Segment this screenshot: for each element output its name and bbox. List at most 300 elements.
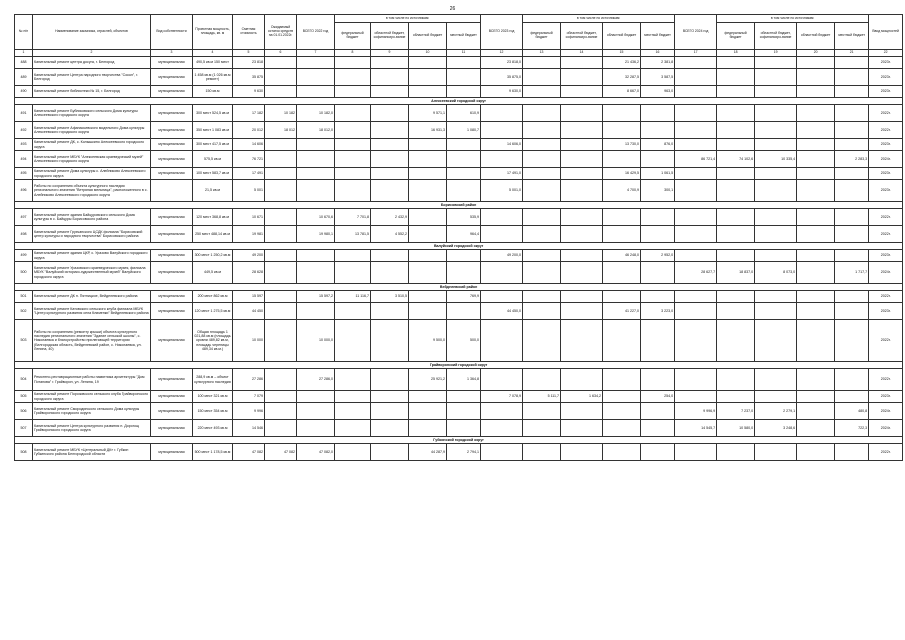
- table-cell: 35 875,0: [481, 69, 523, 86]
- table-cell: [797, 209, 835, 226]
- table-cell: [641, 291, 675, 303]
- table-cell: [265, 209, 297, 226]
- section-title: Алексеевский городской округ: [15, 98, 903, 105]
- table-cell: [797, 262, 835, 284]
- table-cell: 449,5 кв.м: [193, 262, 233, 284]
- table-cell: [603, 226, 641, 243]
- table-cell: [755, 209, 797, 226]
- table-cell: [603, 320, 641, 362]
- table-cell: [447, 57, 481, 69]
- table-cell: [641, 122, 675, 139]
- table-cell: [835, 303, 869, 320]
- table-cell: [797, 320, 835, 362]
- column-number: 12: [481, 50, 523, 57]
- table-cell: муниципальная: [151, 320, 193, 362]
- table-cell: 120 мест 1 275,5 кв.м: [193, 303, 233, 320]
- table-row: [15, 57, 903, 69]
- table-cell: муниципальная: [151, 122, 193, 139]
- table-cell: [371, 57, 409, 69]
- column-number: 5: [233, 50, 265, 57]
- table-cell: [717, 69, 755, 86]
- column-number: 16: [641, 50, 675, 57]
- table-cell: муниципальная: [151, 209, 193, 226]
- table-cell: [675, 69, 717, 86]
- table-cell: [523, 86, 561, 98]
- table-cell: [561, 320, 603, 362]
- table-cell: 32 287,5: [603, 69, 641, 86]
- table-cell: [797, 69, 835, 86]
- table-cell: [523, 262, 561, 284]
- table-cell: [675, 444, 717, 461]
- table-cell: [561, 139, 603, 151]
- table-cell: 506: [15, 403, 33, 420]
- column-number: 11: [447, 50, 481, 57]
- table-cell: Капитальный ремонт Уразовского краеведческого музея, филиала МБУК "Валуйский историко-художественный музей" Валуйского городского округа: [33, 262, 151, 284]
- table-cell: [797, 105, 835, 122]
- table-cell: [409, 250, 447, 262]
- table-cell: 2024г.: [869, 420, 903, 437]
- table-cell: 7 078,9: [481, 391, 523, 403]
- table-cell: Капитальный ремонт Порозовского сельского клуба Грайворонского городского округа: [33, 391, 151, 403]
- table-cell: 35 875: [233, 69, 265, 86]
- table-cell: 2 381,8: [641, 57, 675, 69]
- table-cell: 488: [15, 57, 33, 69]
- table-cell: 28 627,7: [675, 262, 717, 284]
- header-regcof-2024: областной бюджет, софинансиро-вание: [755, 23, 797, 50]
- table-cell: муниципальная: [151, 403, 193, 420]
- table-cell: [797, 226, 835, 243]
- table-cell: [717, 86, 755, 98]
- table-cell: 27 286,0: [297, 369, 335, 391]
- table-cell: муниципальная: [151, 262, 193, 284]
- table-cell: [447, 86, 481, 98]
- table-cell: 254,0: [641, 391, 675, 403]
- header-fed-2022: федеральный бюджет: [335, 23, 371, 50]
- table-cell: 18 837,0: [717, 262, 755, 284]
- table-cell: 76 721: [233, 151, 265, 168]
- table-cell: 10 671: [233, 209, 265, 226]
- table-cell: 1 717,7: [835, 262, 869, 284]
- table-cell: [835, 250, 869, 262]
- table-cell: [335, 444, 371, 461]
- table-cell: [523, 369, 561, 391]
- table-cell: 150 кв.м: [193, 86, 233, 98]
- table-cell: муниципальная: [151, 250, 193, 262]
- table-cell: [603, 209, 641, 226]
- table-cell: [675, 105, 717, 122]
- table-cell: [265, 403, 297, 420]
- header-total-2023: ВСЕГО 2023 год: [481, 15, 523, 50]
- table-cell: [835, 168, 869, 180]
- table-cell: 250 мест 488,14 кв.м: [193, 226, 233, 243]
- table-cell: 8 667,0: [603, 86, 641, 98]
- table-cell: [297, 151, 335, 168]
- table-cell: [797, 122, 835, 139]
- budget-table: [14, 14, 903, 461]
- table-cell: 10 580,0: [717, 420, 755, 437]
- table-cell: 2023г.: [869, 69, 903, 86]
- section-row: [15, 243, 903, 250]
- table-cell: [835, 209, 869, 226]
- table-cell: [835, 57, 869, 69]
- table-cell: 1 364,8: [447, 369, 481, 391]
- table-cell: 497: [15, 209, 33, 226]
- table-cell: Капитальный ремонт Смородинского сельского Дома культуры Грайворонского городского округа: [33, 403, 151, 420]
- table-cell: 120 мест 368,8 кв.м: [193, 209, 233, 226]
- table-cell: [561, 86, 603, 98]
- table-cell: 47 082: [265, 444, 297, 461]
- table-cell: [265, 86, 297, 98]
- table-cell: [371, 391, 409, 403]
- column-number: 21: [835, 50, 869, 57]
- table-cell: Капитальный ремонт Катовского сельского клуба филиала МБУК "Центр культурного развития села Клименки" Вейделевского района: [33, 303, 151, 320]
- table-cell: [835, 444, 869, 461]
- table-cell: 49 200: [233, 250, 265, 262]
- table-cell: [335, 105, 371, 122]
- table-cell: [371, 151, 409, 168]
- table-cell: Работы по сохранению (ремонту крыши) объекта культурного наследия регионального значения "Здание сельской школы", с. Николаевка и благоустройство прилегающей территории (Белгородская область, Вейделевский район, с. Николаевка, ул. Ленина, 40): [33, 320, 151, 362]
- table-cell: [675, 226, 717, 243]
- table-cell: [561, 369, 603, 391]
- table-cell: 501: [15, 291, 33, 303]
- table-cell: [797, 303, 835, 320]
- table-cell: [835, 226, 869, 243]
- table-cell: [717, 444, 755, 461]
- table-cell: [561, 420, 603, 437]
- table-cell: [265, 168, 297, 180]
- table-cell: [409, 226, 447, 243]
- table-cell: [371, 303, 409, 320]
- table-row: [15, 105, 903, 122]
- table-cell: 11 116,7: [335, 291, 371, 303]
- table-cell: 20 012: [233, 122, 265, 139]
- table-cell: 2022г.: [869, 226, 903, 243]
- table-cell: 46 248,0: [603, 250, 641, 262]
- header-reg-2022: областной бюджет: [409, 23, 447, 50]
- table-cell: [561, 105, 603, 122]
- table-cell: [755, 168, 797, 180]
- table-cell: [561, 180, 603, 202]
- table-cell: [335, 69, 371, 86]
- table-cell: [797, 250, 835, 262]
- table-cell: [675, 291, 717, 303]
- table-cell: 5 111,7: [523, 391, 561, 403]
- table-cell: [797, 151, 835, 168]
- table-cell: [797, 168, 835, 180]
- table-cell: [603, 122, 641, 139]
- section-title: Губкинский городской округ: [15, 437, 903, 444]
- table-cell: 7 701,8: [335, 209, 371, 226]
- table-row: [15, 320, 903, 362]
- table-cell: [717, 291, 755, 303]
- table-cell: 10 000: [233, 320, 265, 362]
- table-cell: [755, 86, 797, 98]
- table-cell: 610,9: [447, 105, 481, 122]
- table-cell: [675, 369, 717, 391]
- table-cell: 1 634,2: [561, 391, 603, 403]
- table-cell: 2023г.: [869, 303, 903, 320]
- table-cell: 500 мест 1 178,5 кв.м: [193, 444, 233, 461]
- table-cell: 350 мест 1 083 кв.м: [193, 122, 233, 139]
- table-cell: Капитальный ремонт МБУК "Алексеевская краеведческий музей" Алексеевского городского округа: [33, 151, 151, 168]
- table-cell: [717, 180, 755, 202]
- table-cell: [447, 250, 481, 262]
- table-cell: [409, 151, 447, 168]
- table-cell: [265, 57, 297, 69]
- table-cell: Ремонтно-реставрационные работы памятника архитектуры "Дом Потапова" г. Грайворон, ул. Ленина, 19: [33, 369, 151, 391]
- header-capacity: Проектная мощность, площадь, кв. м: [193, 15, 233, 50]
- column-number: 1: [15, 50, 33, 57]
- header-cost: Сметная стоимость: [233, 15, 265, 50]
- table-cell: [561, 69, 603, 86]
- table-cell: 507: [15, 420, 33, 437]
- table-cell: 200 мест 862 кв.м: [193, 291, 233, 303]
- table-cell: [755, 291, 797, 303]
- table-cell: 9 500,0: [409, 320, 447, 362]
- table-cell: [603, 105, 641, 122]
- table-cell: [481, 262, 523, 284]
- table-cell: Капитальный ремонт Афанасьевского модельного Дома культуры Алексеевского городского округа: [33, 122, 151, 139]
- table-cell: 2 279,1: [755, 403, 797, 420]
- page-number: 26: [449, 6, 456, 12]
- table-cell: муниципальная: [151, 420, 193, 437]
- table-cell: [371, 262, 409, 284]
- table-cell: [335, 369, 371, 391]
- table-cell: [675, 320, 717, 362]
- table-cell: [523, 226, 561, 243]
- table-cell: [675, 250, 717, 262]
- table-cell: [335, 139, 371, 151]
- table-cell: 15 597,2: [297, 291, 335, 303]
- table-cell: [523, 151, 561, 168]
- table-cell: 2 432,9: [371, 209, 409, 226]
- table-cell: [641, 105, 675, 122]
- table-cell: 2024г.: [869, 151, 903, 168]
- table-cell: [265, 303, 297, 320]
- table-cell: [297, 168, 335, 180]
- table-cell: [797, 391, 835, 403]
- table-cell: муниципальная: [151, 226, 193, 243]
- table-cell: [603, 151, 641, 168]
- table-cell: [755, 250, 797, 262]
- table-cell: [481, 369, 523, 391]
- table-cell: [561, 444, 603, 461]
- table-cell: [561, 57, 603, 69]
- table-cell: [717, 209, 755, 226]
- table-cell: [335, 420, 371, 437]
- table-cell: [641, 151, 675, 168]
- table-cell: [297, 86, 335, 98]
- table-cell: Капитальный ремонт ДК п. Пятницкое, Вейделевского района: [33, 291, 151, 303]
- header-total-2024: ВСЕГО 2024 год: [675, 15, 717, 50]
- table-cell: 9 571,1: [409, 105, 447, 122]
- table-cell: 503: [15, 320, 33, 362]
- table-cell: 3 223,0: [641, 303, 675, 320]
- table-row: [15, 291, 903, 303]
- table-cell: 10 182: [265, 105, 297, 122]
- table-cell: [335, 168, 371, 180]
- table-cell: 498: [15, 226, 33, 243]
- table-cell: 3 510,5: [371, 291, 409, 303]
- column-number: 20: [797, 50, 835, 57]
- table-row: [15, 151, 903, 168]
- table-cell: [447, 403, 481, 420]
- table-cell: [755, 139, 797, 151]
- table-cell: [335, 57, 371, 69]
- table-cell: [371, 444, 409, 461]
- table-cell: [603, 391, 641, 403]
- table-cell: 14 606,0: [481, 139, 523, 151]
- table-cell: [335, 391, 371, 403]
- table-cell: [265, 291, 297, 303]
- table-cell: 16 931,3: [409, 122, 447, 139]
- table-cell: 496: [15, 180, 33, 202]
- table-cell: 2023г.: [869, 139, 903, 151]
- table-cell: 19 980,1: [297, 226, 335, 243]
- table-cell: муниципальная: [151, 139, 193, 151]
- table-cell: 963,0: [641, 86, 675, 98]
- table-cell: [603, 291, 641, 303]
- table-cell: Капитальный ремонт центра досуга, г. Белгород: [33, 57, 151, 69]
- table-cell: 876,0: [641, 139, 675, 151]
- table-cell: 49 200,0: [481, 250, 523, 262]
- section-title: Валуйский городской округ: [15, 243, 903, 250]
- table-cell: 495: [15, 168, 33, 180]
- table-cell: [297, 262, 335, 284]
- table-cell: 86 721,4: [675, 151, 717, 168]
- table-cell: [447, 139, 481, 151]
- table-cell: [265, 139, 297, 151]
- table-cell: [335, 262, 371, 284]
- column-number: 15: [603, 50, 641, 57]
- table-cell: [481, 151, 523, 168]
- table-cell: 2 952,0: [641, 250, 675, 262]
- table-cell: [409, 180, 447, 202]
- table-cell: [447, 391, 481, 403]
- section-title: Вейделевский район: [15, 284, 903, 291]
- table-cell: 4 700,9: [603, 180, 641, 202]
- table-cell: [755, 69, 797, 86]
- table-cell: [265, 250, 297, 262]
- table-cell: 1 458 кв.м (1 026 кв.м ремонт): [193, 69, 233, 86]
- table-cell: 28 628: [233, 262, 265, 284]
- table-cell: [409, 391, 447, 403]
- table-cell: муниципальная: [151, 151, 193, 168]
- table-cell: [297, 69, 335, 86]
- table-cell: [755, 226, 797, 243]
- table-cell: [523, 209, 561, 226]
- table-cell: [335, 180, 371, 202]
- table-cell: 499: [15, 250, 33, 262]
- table-row: [15, 168, 903, 180]
- header-sources-2024: в том числе по источникам:: [717, 15, 869, 23]
- table-cell: [641, 369, 675, 391]
- table-cell: 508: [15, 444, 33, 461]
- table-cell: [447, 303, 481, 320]
- table-cell: 300 мест 1 250,2 кв.м: [193, 250, 233, 262]
- table-cell: [797, 403, 835, 420]
- table-cell: [371, 86, 409, 98]
- table-cell: [447, 69, 481, 86]
- table-cell: 2024г.: [869, 403, 903, 420]
- table-cell: муниципальная: [151, 291, 193, 303]
- table-cell: 489: [15, 69, 33, 86]
- table-cell: [481, 420, 523, 437]
- table-cell: муниципальная: [151, 444, 193, 461]
- table-cell: 17 491,0: [481, 168, 523, 180]
- table-row: [15, 122, 903, 139]
- table-cell: 100 мест 583,7 кв.м: [193, 168, 233, 180]
- table-cell: [481, 291, 523, 303]
- table-cell: 27 286: [233, 369, 265, 391]
- table-row: [15, 420, 903, 437]
- table-cell: 7 237,0: [717, 403, 755, 420]
- table-cell: Капитальный ремонт МБУК «Центральный ДК» г. Губкин Губкинского района Белгородской области: [33, 444, 151, 461]
- table-cell: 504: [15, 369, 33, 391]
- table-cell: муниципальная: [151, 105, 193, 122]
- column-number: 13: [523, 50, 561, 57]
- table-cell: [371, 420, 409, 437]
- table-cell: [523, 180, 561, 202]
- table-cell: [371, 139, 409, 151]
- table-cell: 769,9: [447, 291, 481, 303]
- table-cell: 44 287,9: [409, 444, 447, 461]
- table-cell: [523, 139, 561, 151]
- table-cell: 18 012,0: [297, 122, 335, 139]
- table-cell: [561, 122, 603, 139]
- table-cell: 505: [15, 391, 33, 403]
- section-row: [15, 202, 903, 209]
- column-number: 19: [755, 50, 797, 57]
- table-row: [15, 444, 903, 461]
- table-cell: 300 мест 524,5 кв.м: [193, 105, 233, 122]
- table-cell: [755, 444, 797, 461]
- table-cell: [371, 403, 409, 420]
- table-cell: 1 061,5: [641, 168, 675, 180]
- table-cell: Капитальный ремонт Бубликовского сельского Дома культуры Алексеевского городского округа: [33, 105, 151, 122]
- table-cell: муниципальная: [151, 57, 193, 69]
- table-cell: [371, 320, 409, 362]
- header-fed-2024: федеральный бюджет: [717, 23, 755, 50]
- table-cell: [717, 168, 755, 180]
- table-cell: Общая площадь 1 021,88 кв.м (площадь кровли 489,82 кв.м, площадь черепицы 489,34 кв.м.): [193, 320, 233, 362]
- table-cell: 490,5 кв.м 150 мест: [193, 57, 233, 69]
- table-row: [15, 180, 903, 202]
- table-cell: 15 597: [233, 291, 265, 303]
- header-reg-2024: областной бюджет: [797, 23, 835, 50]
- table-cell: [409, 403, 447, 420]
- table-cell: [675, 122, 717, 139]
- table-cell: [675, 57, 717, 69]
- table-cell: [265, 226, 297, 243]
- table-cell: [481, 403, 523, 420]
- table-cell: [523, 168, 561, 180]
- table-cell: [523, 57, 561, 69]
- table-cell: 18 012: [265, 122, 297, 139]
- table-cell: [835, 69, 869, 86]
- table-cell: [371, 105, 409, 122]
- table-cell: [561, 291, 603, 303]
- column-number: 18: [717, 50, 755, 57]
- table-cell: [797, 86, 835, 98]
- table-cell: [675, 168, 717, 180]
- table-cell: 41 227,0: [603, 303, 641, 320]
- table-cell: [641, 403, 675, 420]
- table-cell: муниципальная: [151, 168, 193, 180]
- table-cell: [481, 320, 523, 362]
- table-cell: 9 996: [233, 403, 265, 420]
- table-cell: [755, 391, 797, 403]
